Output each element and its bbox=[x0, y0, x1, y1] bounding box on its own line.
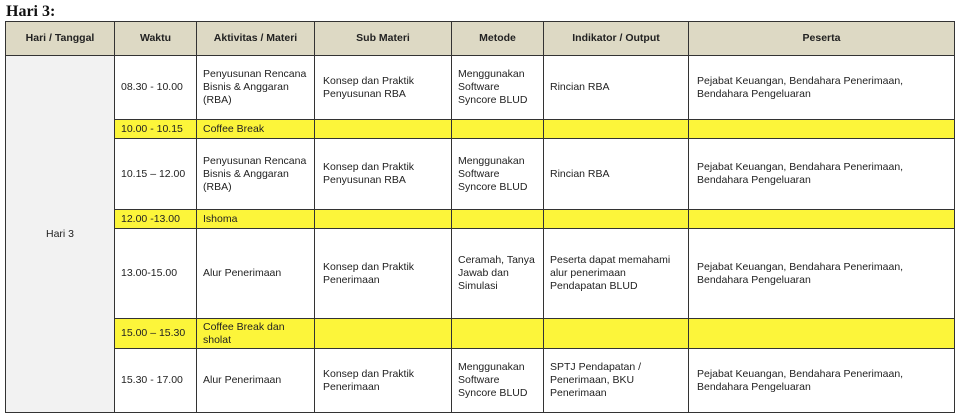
peserta-cell: Pejabat Keuangan, Bendahara Penerimaan, Bendahara Pengeluaran bbox=[689, 229, 955, 319]
sub-cell bbox=[315, 319, 452, 349]
peserta-cell bbox=[689, 210, 955, 229]
header-hari: Hari / Tanggal bbox=[6, 22, 115, 56]
table-row bbox=[6, 210, 955, 229]
table-row bbox=[6, 229, 955, 319]
waktu-cell: 10.00 - 10.15 bbox=[115, 120, 197, 139]
table-row bbox=[6, 319, 955, 349]
sub-cell bbox=[315, 210, 452, 229]
aktivitas-cell: Penyusunan Rencana Bisnis & Anggaran (RBA) bbox=[197, 56, 315, 120]
table-row bbox=[6, 349, 955, 413]
metode-cell: Ceramah, Tanya Jawab dan Simulasi bbox=[452, 229, 544, 319]
aktivitas-cell: Alur Penerimaan bbox=[197, 349, 315, 413]
indikator-cell: SPTJ Pendapatan / Penerimaan, BKU Penerimaan bbox=[544, 349, 689, 413]
metode-cell: Menggunakan Software Syncore BLUD bbox=[452, 56, 544, 120]
aktivitas-cell: Penyusunan Rencana Bisnis & Anggaran (RBA) bbox=[197, 139, 315, 210]
day-cell: Hari 3 bbox=[6, 56, 115, 413]
indikator-cell: Rincian RBA bbox=[544, 56, 689, 120]
sub-cell: Konsep dan Praktik Penerimaan bbox=[315, 349, 452, 413]
indikator-cell: Peserta dapat memahami alur penerimaan Pendapatan BLUD bbox=[544, 229, 689, 319]
sub-cell: Konsep dan Praktik Penyusunan RBA bbox=[315, 139, 452, 210]
header-sub-materi: Sub Materi bbox=[315, 22, 452, 56]
header-waktu: Waktu bbox=[115, 22, 197, 56]
indikator-cell bbox=[544, 210, 689, 229]
section-title: Hari 3: bbox=[6, 3, 56, 20]
header-peserta: Peserta bbox=[689, 22, 955, 56]
header-aktivitas: Aktivitas / Materi bbox=[197, 22, 315, 56]
waktu-cell: 13.00-15.00 bbox=[115, 229, 197, 319]
table-row bbox=[6, 120, 955, 139]
sub-cell: Konsep dan Praktik Penerimaan bbox=[315, 229, 452, 319]
header-metode: Metode bbox=[452, 22, 544, 56]
metode-cell bbox=[452, 210, 544, 229]
peserta-cell: Pejabat Keuangan, Bendahara Penerimaan, Bendahara Pengeluaran bbox=[689, 139, 955, 210]
aktivitas-cell: Coffee Break dan sholat bbox=[197, 319, 315, 349]
table-row bbox=[6, 139, 955, 210]
waktu-cell: 12.00 -13.00 bbox=[115, 210, 197, 229]
peserta-cell: Pejabat Keuangan, Bendahara Penerimaan, Bendahara Pengeluaran bbox=[689, 56, 955, 120]
indikator-cell: Rincian RBA bbox=[544, 139, 689, 210]
header-row bbox=[6, 22, 955, 56]
sub-cell: Konsep dan Praktik Penyusunan RBA bbox=[315, 56, 452, 120]
aktivitas-cell: Alur Penerimaan bbox=[197, 229, 315, 319]
waktu-cell: 15.00 – 15.30 bbox=[115, 319, 197, 349]
schedule-table bbox=[5, 21, 955, 413]
table-row bbox=[6, 56, 955, 120]
metode-cell: Menggunakan Software Syncore BLUD bbox=[452, 139, 544, 210]
waktu-cell: 10.15 – 12.00 bbox=[115, 139, 197, 210]
peserta-cell: Pejabat Keuangan, Bendahara Penerimaan, Bendahara Pengeluaran bbox=[689, 349, 955, 413]
aktivitas-cell: Coffee Break bbox=[197, 120, 315, 139]
indikator-cell bbox=[544, 120, 689, 139]
aktivitas-cell: Ishoma bbox=[197, 210, 315, 229]
waktu-cell: 08.30 - 10.00 bbox=[115, 56, 197, 120]
peserta-cell bbox=[689, 319, 955, 349]
metode-cell bbox=[452, 319, 544, 349]
header-indikator: Indikator / Output bbox=[544, 22, 689, 56]
metode-cell: Menggunakan Software Syncore BLUD bbox=[452, 349, 544, 413]
sub-cell bbox=[315, 120, 452, 139]
waktu-cell: 15.30 - 17.00 bbox=[115, 349, 197, 413]
indikator-cell bbox=[544, 319, 689, 349]
peserta-cell bbox=[689, 120, 955, 139]
metode-cell bbox=[452, 120, 544, 139]
